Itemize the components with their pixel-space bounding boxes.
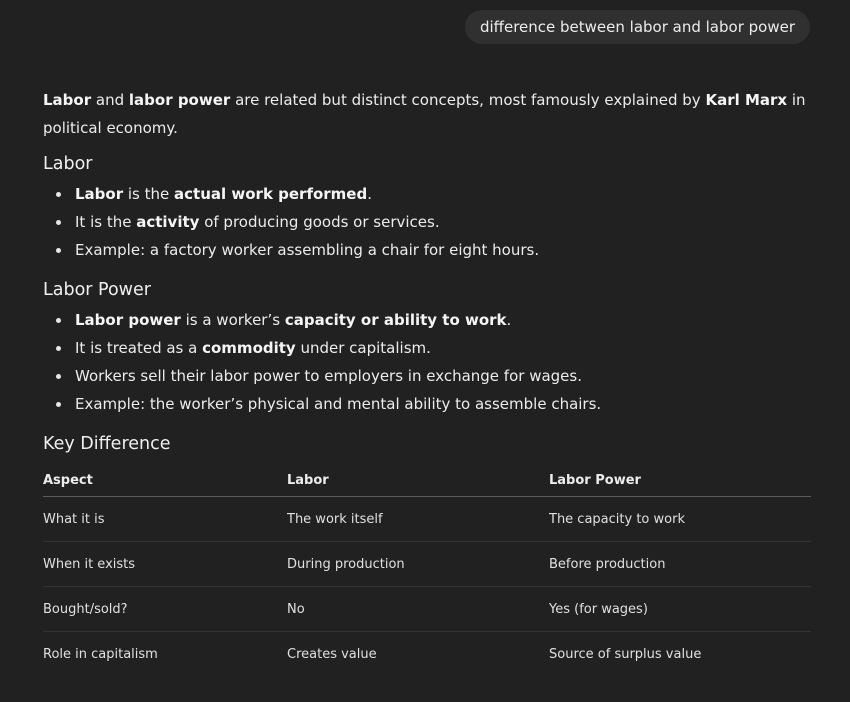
list-item (43, 306, 813, 334)
table-cell: Role in capitalism (43, 646, 158, 662)
table-cell: Before production (549, 542, 811, 587)
text: Example: a factory worker assembling a chair for eight hours. (75, 241, 540, 259)
labor-heading: Labor (43, 154, 93, 174)
intro-text: in political economy. (43, 91, 806, 137)
table-row (43, 497, 811, 542)
table-cell: Bought/sold? (43, 587, 287, 632)
text: . (506, 311, 512, 329)
intro-text: are related but distinct concepts, most famously explained by (230, 91, 706, 109)
text: is the (123, 185, 175, 203)
assistant-response (43, 86, 813, 676)
list-item (43, 334, 813, 362)
list-item (43, 208, 813, 236)
intro-term-labor-power: labor power (128, 91, 231, 109)
intro-text: and (91, 91, 129, 109)
table-cell: No (287, 587, 549, 632)
table-cell: Yes (for wages) (549, 587, 811, 632)
user-message-bubble: difference between labor and labor power (465, 10, 810, 44)
bold-text: actual work performed (174, 185, 368, 203)
list-item (43, 236, 813, 264)
table-row (43, 587, 811, 632)
text: under capitalism. (295, 339, 431, 357)
intro-paragraph (43, 86, 813, 142)
text: Workers sell their labor power to employers in exchange for wages. (75, 367, 582, 385)
text: of producing goods or services. (199, 213, 440, 231)
intro-term-labor: Labor (43, 91, 92, 109)
bold-text: commodity (202, 339, 296, 357)
bold-text: activity (136, 213, 200, 231)
table-cell: The capacity to work (549, 497, 811, 542)
column-header-labor: Labor (287, 464, 549, 497)
table-cell: Source of surplus value (549, 646, 702, 662)
list-item (43, 180, 813, 208)
table-cell: What it is (43, 497, 287, 542)
table-row (43, 542, 811, 587)
text: It is the (75, 213, 137, 231)
labor-power-list (43, 306, 813, 418)
table-row (43, 632, 811, 677)
labor-power-heading: Labor Power (43, 280, 151, 300)
column-header-aspect: Aspect (43, 464, 287, 497)
list-item (43, 362, 813, 390)
list-item (43, 390, 813, 418)
table-cell: During production (287, 542, 549, 587)
text: . (367, 185, 372, 203)
table-header-row (43, 464, 811, 497)
labor-list (43, 180, 813, 264)
bold-text: Labor power (75, 311, 181, 329)
text: Example: the worker’s physical and mental ability to assemble chairs. (75, 395, 602, 413)
bold-text: Labor (75, 185, 124, 203)
intro-person: Karl Marx (705, 91, 788, 109)
table-cell: Creates value (287, 646, 377, 662)
text: is a worker’s (180, 311, 285, 329)
key-difference-heading: Key Difference (43, 434, 171, 454)
difference-table (43, 464, 811, 676)
column-header-labor-power: Labor Power (549, 464, 811, 497)
table-cell: When it exists (43, 542, 287, 587)
text: It is treated as a (75, 339, 203, 357)
bold-text: capacity or ability to work (284, 311, 507, 329)
table-cell: The work itself (287, 497, 549, 542)
